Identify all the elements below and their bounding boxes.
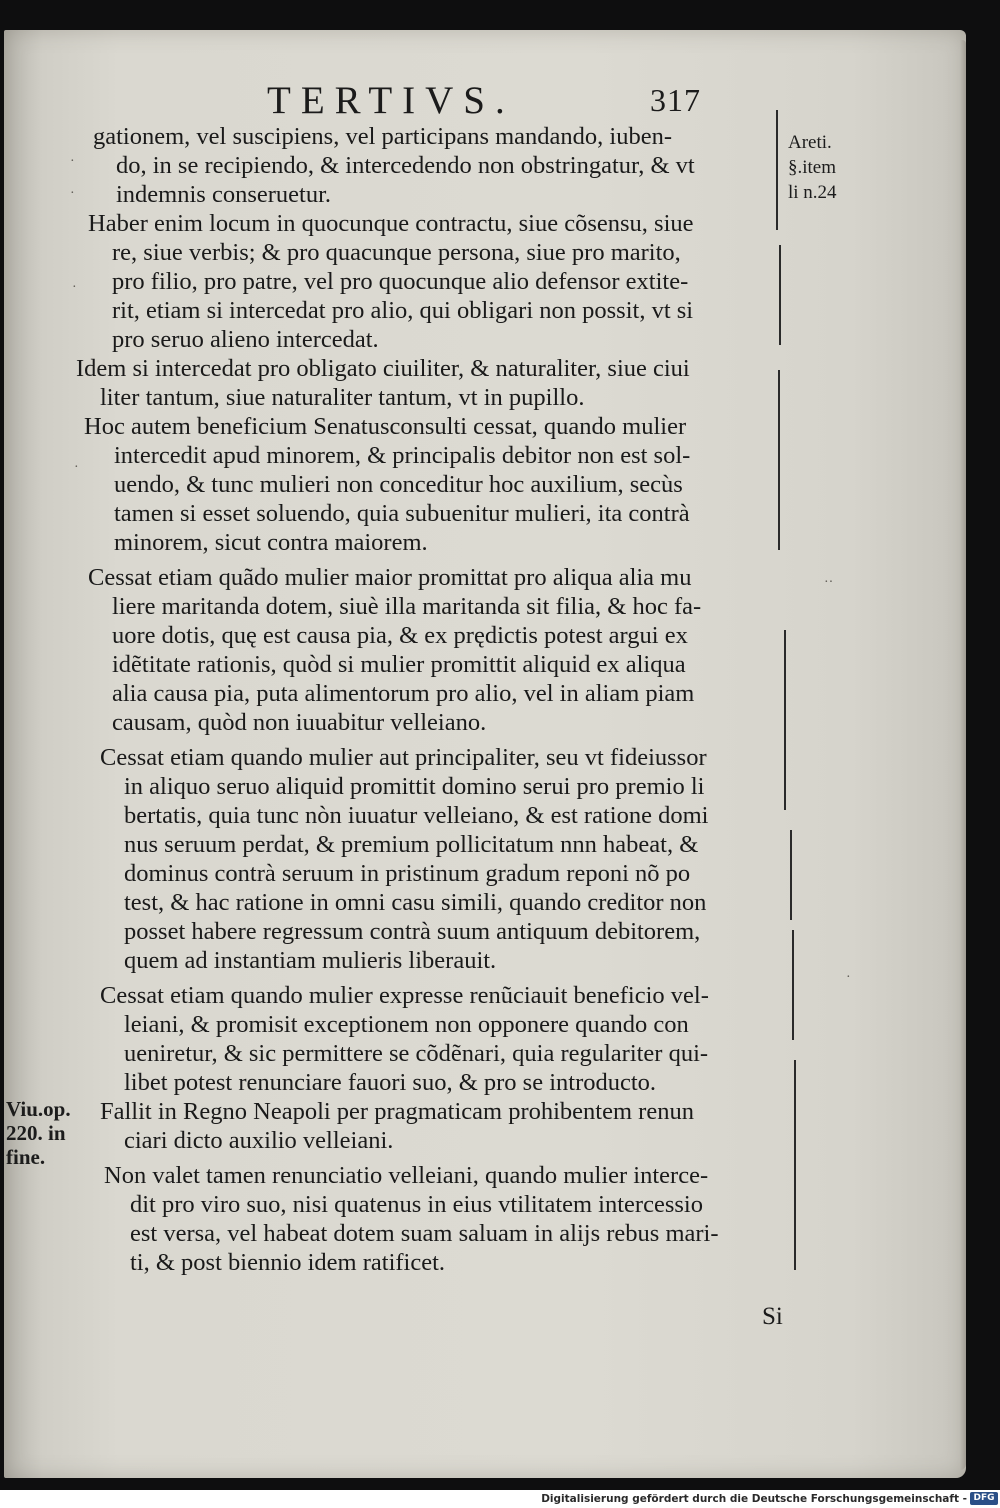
footer-bar bbox=[0, 1490, 1000, 1508]
margin-bracket bbox=[790, 830, 792, 920]
running-head-title: TERTIVS. bbox=[267, 79, 515, 122]
text-line: Cessat etiam quando mulier expresse renũciauit beneficio vel- bbox=[100, 982, 709, 1009]
text-line: libet potest renunciare fauori suo, & pro se introducto. bbox=[124, 1069, 657, 1096]
text-line: uendo, & tunc mulieri non conceditur hoc auxilium, secùs bbox=[114, 471, 683, 498]
margin-bracket bbox=[776, 110, 778, 230]
footer-credit: Digitalisierung gefördert durch die Deutsche Forschungsgemeinschaft - bbox=[541, 1493, 967, 1505]
ink-fleck: · bbox=[846, 970, 851, 985]
text-line: pro filio, pro patre, vel pro quocunque alio defensor extite- bbox=[112, 268, 689, 295]
dfg-logo: DFG bbox=[970, 1492, 998, 1505]
text-line: gationem, vel suscipiens, vel participans mandando, iuben- bbox=[93, 123, 673, 150]
text-line: indemnis conseruetur. bbox=[116, 181, 332, 208]
text-line: Idem si intercedat pro obligato ciuiliter, & naturaliter, siue ciui bbox=[76, 355, 690, 382]
margin-bracket bbox=[792, 930, 794, 1040]
ink-fleck: · bbox=[72, 280, 77, 295]
margin-note-right: Areti. §.item li n.24 bbox=[788, 132, 837, 203]
text-line: minorem, sicut contra maiorem. bbox=[114, 529, 428, 556]
text-line: ti, & post biennio idem ratificet. bbox=[130, 1249, 446, 1276]
text-line: quem ad instantiam mulieris liberauit. bbox=[124, 947, 497, 974]
book-page bbox=[4, 30, 966, 1478]
ink-fleck: · bbox=[74, 460, 79, 475]
text-line: leiani, & promisit exceptionem non opponere quando con bbox=[124, 1011, 689, 1038]
text-line: alia causa pia, puta alimentorum pro alio, vel in aliam piam bbox=[112, 680, 695, 707]
text-line: ciari dicto auxilio velleiani. bbox=[124, 1127, 394, 1154]
text-line: do, in se recipiendo, & intercedendo non obstringatur, & vt bbox=[116, 152, 695, 179]
ink-fleck: · bbox=[70, 186, 75, 201]
text-line: Cessat etiam quãdo mulier maior promittat pro aliqua alia mu bbox=[88, 564, 692, 591]
page-edge-shadow bbox=[960, 40, 966, 1470]
text-line: nus seruum perdat, & premium pollicitatum nnn habeat, & bbox=[124, 831, 699, 858]
text-line: est versa, vel habeat dotem suam saluam in alijs rebus mari- bbox=[130, 1220, 719, 1247]
margin-bracket bbox=[779, 245, 781, 345]
text-line: rit, etiam si intercedat pro alio, qui obligari non possit, vt si bbox=[112, 297, 694, 324]
text-line: ueniretur, & sic permittere se cõdẽnari, quia regulariter qui- bbox=[124, 1040, 709, 1067]
text-line: idẽtitate rationis, quòd si mulier promittit aliquid ex aliqua bbox=[112, 651, 686, 678]
ink-fleck: · bbox=[70, 154, 75, 169]
text-line: bertatis, quia tunc nòn iuuatur velleiano, & est ratione domi bbox=[124, 802, 709, 829]
text-line: dit pro viro suo, nisi quatenus in eius vtilitatem intercessio bbox=[130, 1191, 703, 1218]
text-line: liere maritanda dotem, siuè illa maritanda sit filia, & hoc fa- bbox=[112, 593, 702, 620]
catchword: Si bbox=[762, 1303, 783, 1330]
text-line: Non valet tamen renunciatio velleiani, quando mulier interce- bbox=[104, 1162, 709, 1189]
text-line: in aliquo seruo aliquid promittit domino serui pro premio li bbox=[124, 773, 705, 800]
text-line: intercedit apud minorem, & principalis debitor non est sol- bbox=[114, 442, 691, 469]
text-line: pro seruo alieno intercedat. bbox=[112, 326, 379, 353]
text-line: dominus contrà seruum in pristinum gradum reponi nõ po bbox=[124, 860, 691, 887]
margin-bracket bbox=[794, 1060, 796, 1270]
text-line: posset habere regressum contrà suum antiquum debitorem, bbox=[124, 918, 701, 945]
margin-bracket bbox=[778, 370, 780, 550]
text-line: Fallit in Regno Neapoli per pragmaticam prohibentem renun bbox=[100, 1098, 694, 1125]
running-head bbox=[4, 78, 966, 128]
text-line: Hoc autem beneficium Senatusconsulti cessat, quando mulier bbox=[84, 413, 687, 440]
text-line: re, siue verbis; & pro quacunque persona, siue pro marito, bbox=[112, 239, 681, 266]
page-number: 317 bbox=[650, 82, 701, 118]
text-line: test, & hac ratione in omni casu simili, quando creditor non bbox=[124, 889, 707, 916]
text-line: uore dotis, quę est causa pia, & ex prędictis potest argui ex bbox=[112, 622, 688, 649]
ink-fleck: ·· bbox=[824, 575, 834, 590]
text-line: causam, quòd non iuuabitur velleiano. bbox=[112, 709, 487, 736]
margin-bracket bbox=[784, 630, 786, 810]
text-line: liter tantum, siue naturaliter tantum, vt in pupillo. bbox=[100, 384, 585, 411]
margin-note-left: Viu.op. 220. in fine. bbox=[6, 1097, 71, 1169]
text-line: Cessat etiam quando mulier aut principaliter, seu vt fideiussor bbox=[100, 744, 707, 771]
text-line: tamen si esset soluendo, quia subuenitur mulieri, ita contrà bbox=[114, 500, 690, 527]
text-line: Haber enim locum in quocunque contractu, siue cõsensu, siue bbox=[88, 210, 694, 237]
